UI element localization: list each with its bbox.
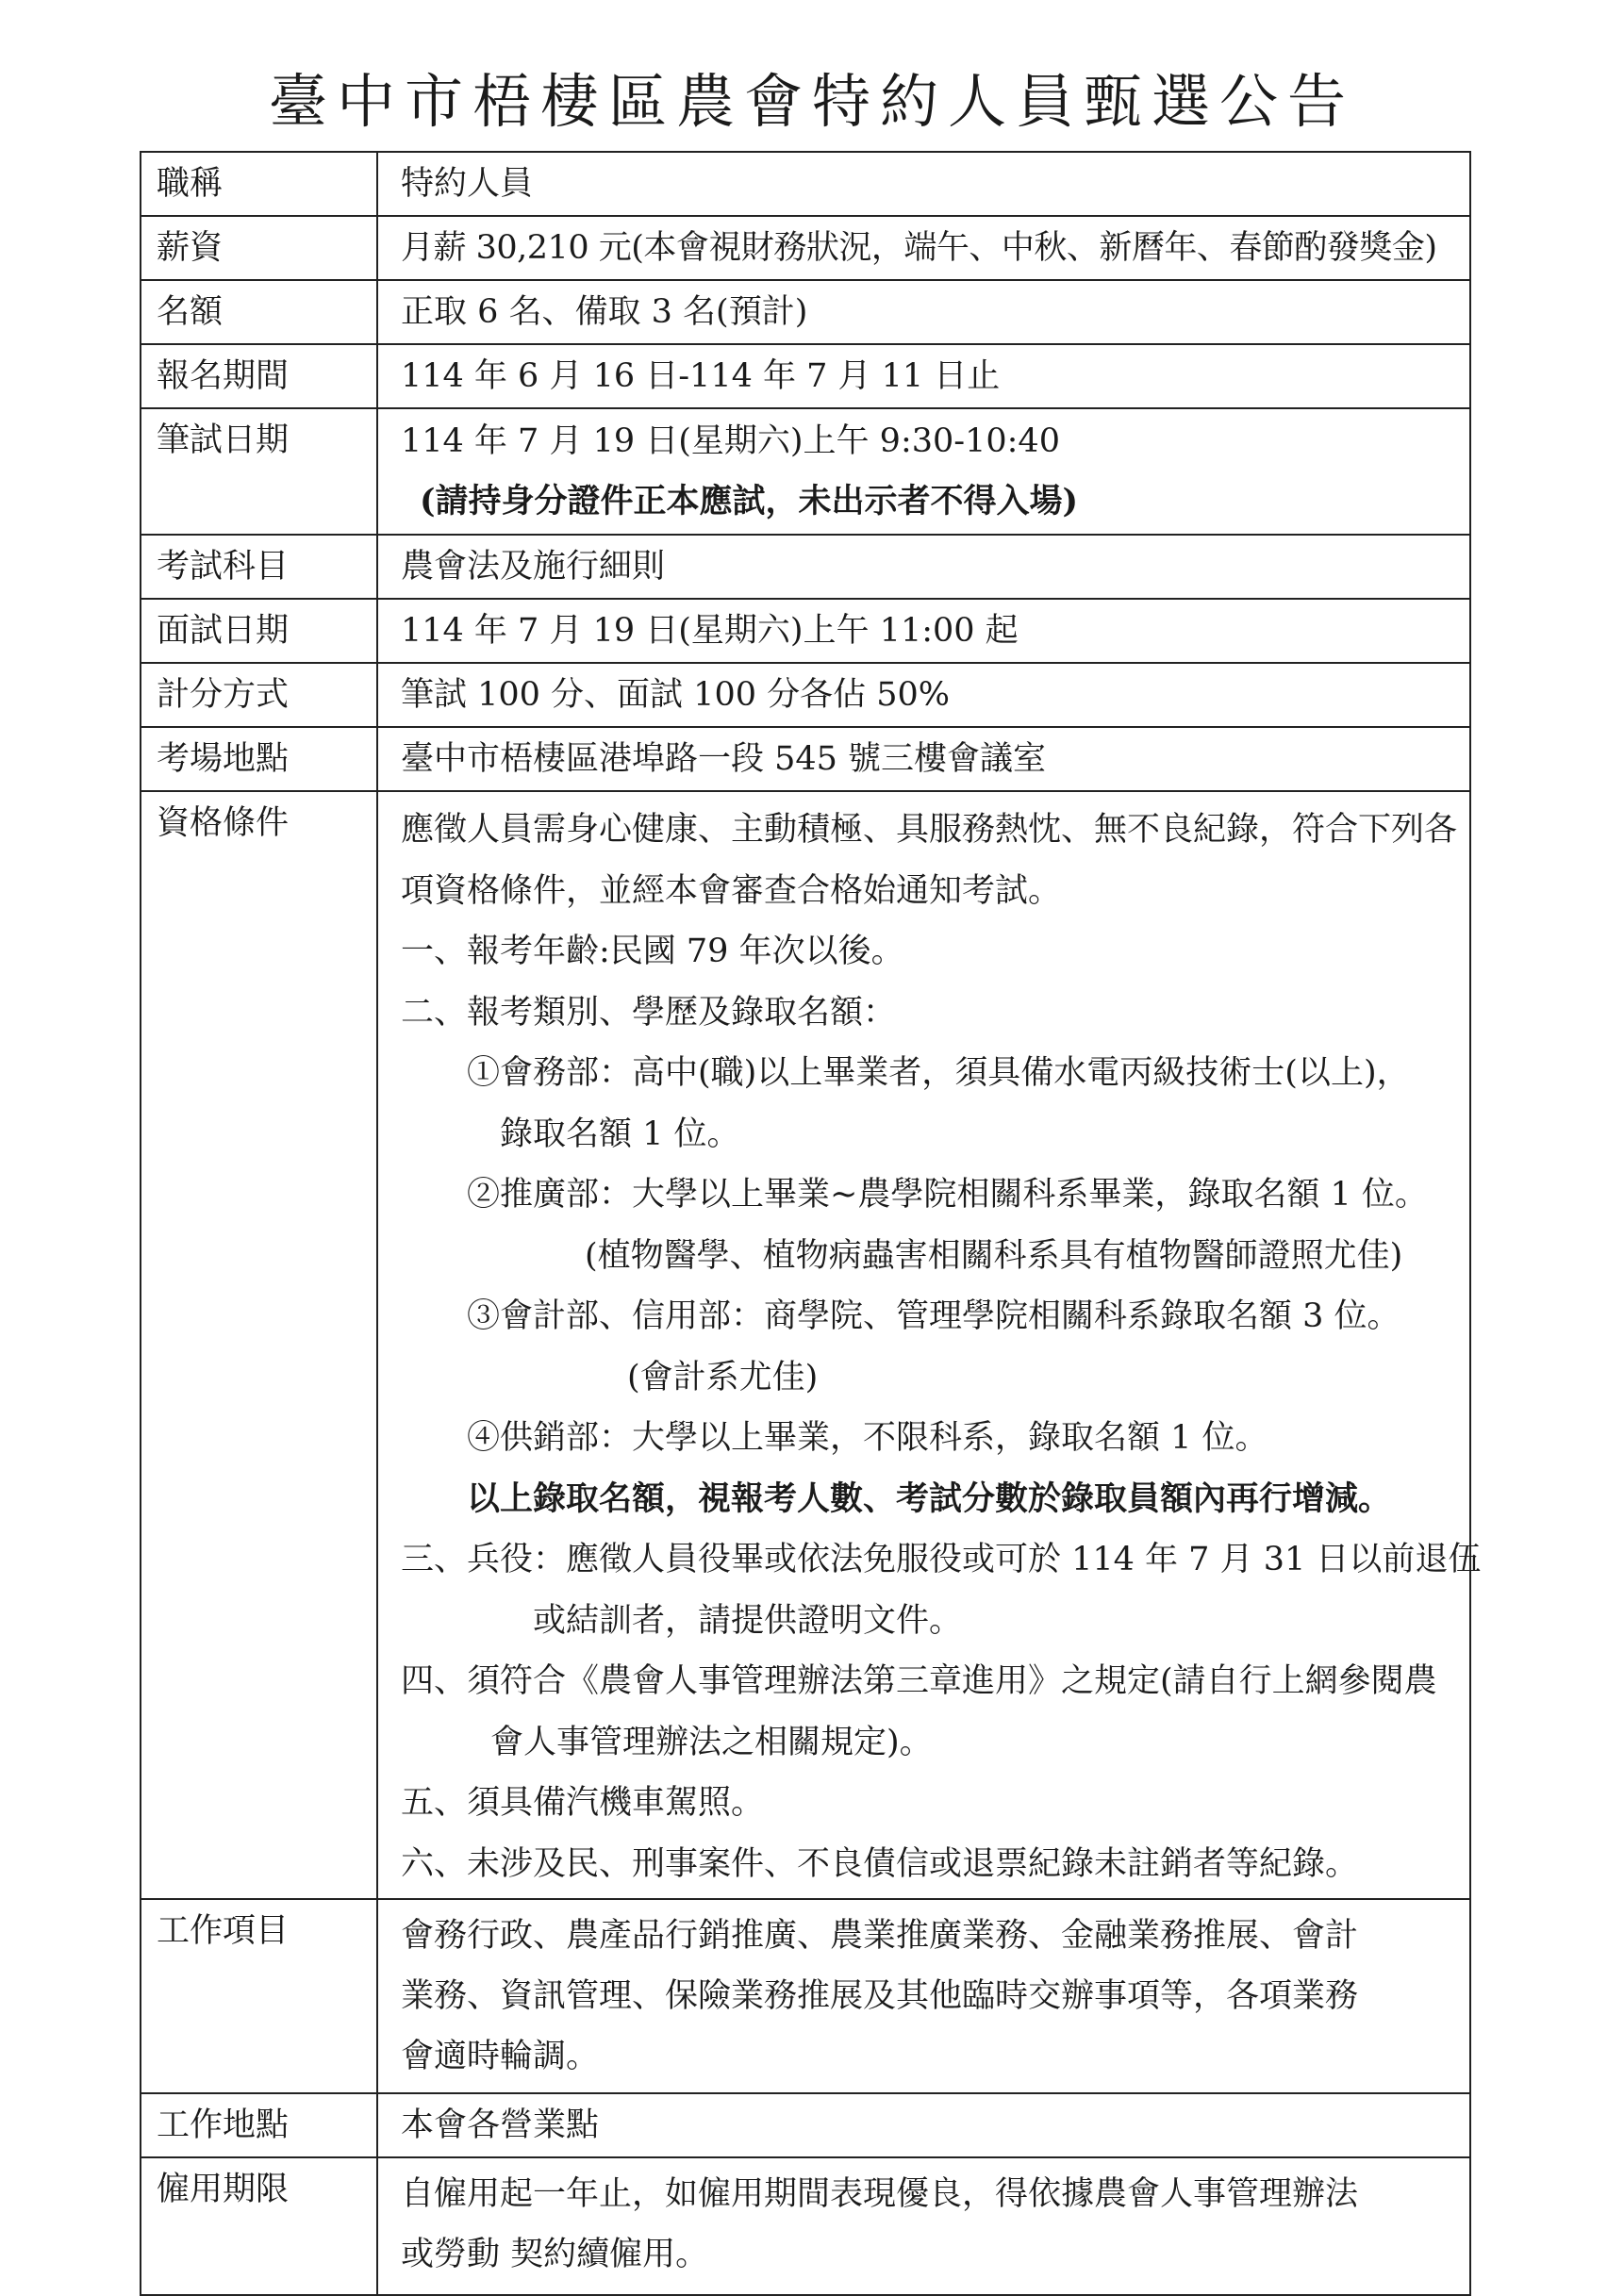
duties-line: 會務行政、農產品行銷推廣、農業推廣業務、金融業務推展、會計 bbox=[401, 1917, 1359, 1955]
label-term: 僱用期限 bbox=[141, 2157, 377, 2295]
label-location: 工作地點 bbox=[141, 2093, 377, 2157]
label-qualifications: 資格條件 bbox=[141, 791, 377, 1899]
row-qualifications bbox=[141, 791, 1470, 1899]
value-written-exam bbox=[377, 408, 1470, 535]
qualification-military: 三、兵役：應徵人員役畢或依法免服役或可於 114 年 7 月 31 日以前退伍 bbox=[401, 1541, 1482, 1578]
written-exam-note: (請持身分證件正本應試，未出示者不得入場) bbox=[420, 482, 1079, 520]
qualification-record: 六、未涉及民、刑事案件、不良債信或退票紀錄未註銷者等紀錄。 bbox=[401, 1844, 1359, 1883]
qualification-regulation: 四、須符合《農會人事管理辦法第三章進用》之規定(請自行上網參閱農 bbox=[401, 1662, 1437, 1700]
qualification-military-cont: 或結訓者，請提供證明文件。 bbox=[533, 1601, 963, 1640]
qualification-license: 五、須具備汽機車駕照。 bbox=[401, 1784, 765, 1822]
label-interview: 面試日期 bbox=[141, 599, 377, 663]
row-location bbox=[141, 2093, 1470, 2157]
category-affairs: ①會務部：高中(職)以上畢業者，須具備水電丙級技術士(以上)， bbox=[467, 1054, 1410, 1092]
qualification-categories: 二、報考類別、學歷及錄取名額： bbox=[401, 993, 897, 1032]
category-extension: ②推廣部：大學以上畢業~農學院相關科系畢業，錄取名額 1 位。 bbox=[467, 1176, 1428, 1214]
label-salary: 薪資 bbox=[141, 216, 377, 280]
category-extension-note: (植物醫學、植物病蟲害相關科系具有植物醫師證照尤佳) bbox=[585, 1236, 1403, 1275]
category-affairs-quota: 錄取名額 1 位。 bbox=[500, 1115, 740, 1153]
value-position: 特約人員 bbox=[377, 152, 1470, 216]
value-registration: 114 年 6 月 16 日-114 年 7 月 11 日止 bbox=[377, 344, 1470, 408]
label-written-exam: 筆試日期 bbox=[141, 408, 377, 535]
value-interview: 114 年 7 月 19 日(星期六)上午 11:00 起 bbox=[377, 599, 1470, 663]
label-quota: 名額 bbox=[141, 280, 377, 344]
row-quota bbox=[141, 280, 1470, 344]
value-salary: 月薪 30,210 元(本會視財務狀況，端午、中秋、新曆年、春節酌發獎金) bbox=[377, 216, 1470, 280]
quota-adjust-note: 以上錄取名額，視報考人數、考試分數於錄取員額內再行增減。 bbox=[467, 1478, 1392, 1518]
term-line: 或勞動 契約續僱用。 bbox=[401, 2236, 709, 2273]
notice-table bbox=[140, 151, 1482, 2296]
qualification-regulation-cont: 會人事管理辦法之相關規定)。 bbox=[490, 1723, 933, 1761]
row-written-exam bbox=[141, 408, 1470, 535]
qualification-line: 項資格條件，並經本會審查合格始通知考試。 bbox=[401, 871, 1062, 910]
label-venue: 考場地點 bbox=[141, 727, 377, 791]
value-qualifications bbox=[377, 791, 1482, 1899]
value-subjects: 農會法及施行細則 bbox=[377, 535, 1470, 599]
value-location: 本會各營業點 bbox=[377, 2093, 1470, 2157]
label-duties: 工作項目 bbox=[141, 1899, 377, 2093]
qualification-age: 一、報考年齡:民國 79 年次以後。 bbox=[401, 933, 904, 970]
row-position bbox=[141, 152, 1470, 216]
page-title: 臺中市梧棲區農會特約人員甄選公告 bbox=[268, 67, 1355, 136]
row-term bbox=[141, 2157, 1470, 2295]
category-supply-sales: ④供銷部：大學以上畢業，不限科系，錄取名額 1 位。 bbox=[467, 1419, 1268, 1457]
value-quota: 正取 6 名、備取 3 名(預計) bbox=[377, 280, 1470, 344]
value-duties bbox=[377, 1899, 1470, 2093]
row-salary bbox=[141, 216, 1470, 280]
category-accounting-note: (會計系尤佳) bbox=[627, 1358, 819, 1396]
value-scoring: 筆試 100 分、面試 100 分各佔 50% bbox=[377, 663, 1470, 727]
label-subjects: 考試科目 bbox=[141, 535, 377, 599]
label-position: 職稱 bbox=[141, 152, 377, 216]
duties-line: 會適時輪調。 bbox=[401, 2038, 600, 2075]
label-registration: 報名期間 bbox=[141, 344, 377, 408]
row-venue bbox=[141, 727, 1470, 791]
duties-line: 業務、資訊管理、保險業務推展及其他臨時交辦事項等，各項業務 bbox=[401, 1977, 1359, 2015]
value-venue: 臺中市梧棲區港埠路一段 545 號三樓會議室 bbox=[377, 727, 1470, 791]
term-line: 自僱用起一年止，如僱用期間表現優良，得依據農會人事管理辦法 bbox=[401, 2175, 1359, 2213]
row-interview bbox=[141, 599, 1470, 663]
row-registration bbox=[141, 344, 1470, 408]
value-term bbox=[377, 2157, 1470, 2295]
qualification-line: 應徵人員需身心健康、主動積極、具服務熱忱、無不良紀錄，符合下列各 bbox=[401, 811, 1458, 849]
row-duties bbox=[141, 1899, 1470, 2093]
written-exam-date: 114 年 7 月 19 日(星期六)上午 9:30-10:40 bbox=[401, 422, 1060, 460]
label-scoring: 計分方式 bbox=[141, 663, 377, 727]
row-subjects bbox=[141, 535, 1470, 599]
category-accounting-credit: ③會計部、信用部：商學院、管理學院相關科系錄取名額 3 位。 bbox=[467, 1297, 1400, 1335]
row-scoring bbox=[141, 663, 1470, 727]
